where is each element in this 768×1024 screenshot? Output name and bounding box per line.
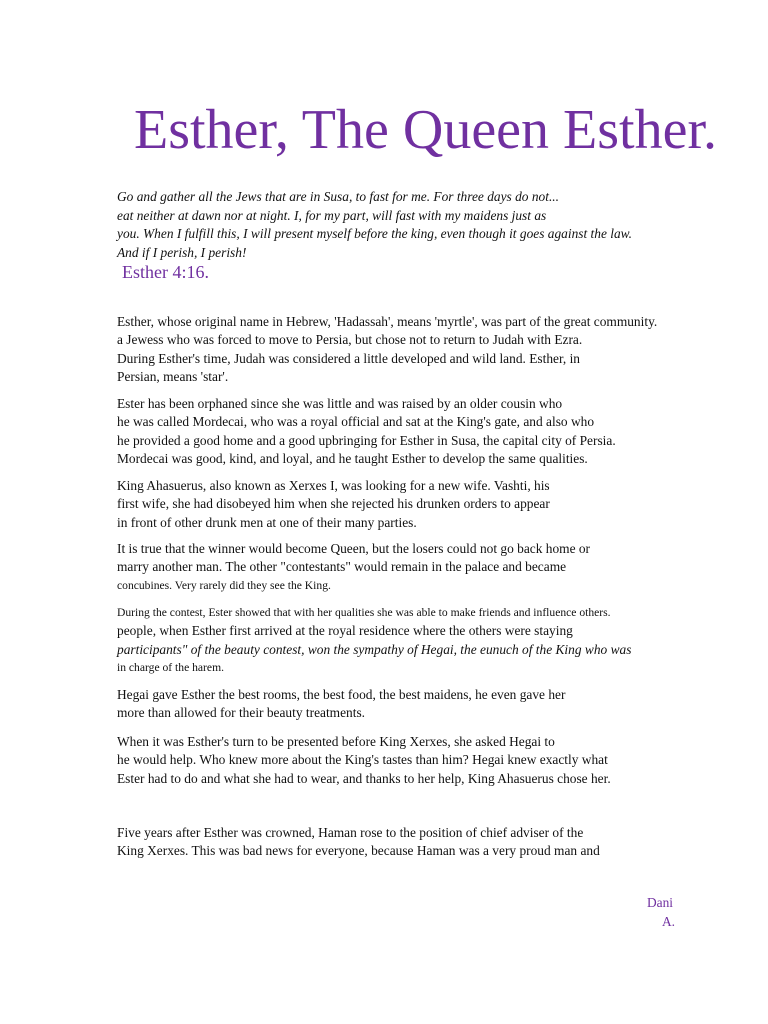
signature-line: A. <box>662 913 676 929</box>
paragraph-chosen <box>117 733 611 788</box>
quote-line: Go and gather all the Jews that are in Susa, to fast for me. For three days do not... <box>117 189 559 204</box>
paragraph-hegai-gifts <box>117 686 565 723</box>
paragraph-line: marry another man. The other "contestants" would remain in the palace and became <box>117 559 567 575</box>
paragraph-contest <box>117 540 590 595</box>
paragraph-haman <box>117 824 600 861</box>
paragraph-line: When it was Esther's turn to be presented before King Xerxes, she asked Hegai to <box>117 734 555 749</box>
paragraph-line: Five years after Esther was crowned, Haman rose to the position of chief adviser of the <box>117 825 584 840</box>
paragraph-line: people, when Esther first arrived at the royal residence where the others were staying <box>117 623 573 639</box>
paragraph-line: Persian, means 'star'. <box>117 368 229 384</box>
quote-line: you. When I fulfill this, I will present myself before the king, even though it goes against the law. <box>117 226 632 241</box>
paragraph-line: he provided a good home and a good upbringing for Esther in Susa, the capital city of Persia. <box>117 432 616 448</box>
paragraph-line: he would help. Who knew more about the King's tastes than him? Hegai knew exactly what <box>117 752 608 768</box>
paragraph-mordecai <box>117 395 616 468</box>
paragraph-line: King Ahasuerus, also known as Xerxes I, was looking for a new wife. Vashti, his <box>117 478 550 493</box>
scripture-quote <box>117 188 632 262</box>
paragraph-hegai-sympathy <box>117 604 631 677</box>
paragraph-line: a Jewess who was forced to move to Persia, but chose not to return to Judah with Ezra. <box>117 332 583 348</box>
author-signature <box>640 894 675 931</box>
paragraph-line: Hegai gave Esther the best rooms, the best food, the best maidens, he even gave her <box>117 687 566 702</box>
paragraph-line: in front of other drunk men at one of their many parties. <box>117 514 417 530</box>
paragraph-line: During the contest, Ester showed that with her qualities she was able to make friends and influence others. <box>117 606 611 619</box>
paragraph-line: Esther, whose original name in Hebrew, 'Hadassah', means 'myrtle', was part of the great community. <box>117 314 658 329</box>
paragraph-line: During Esther's time, Judah was considered a little developed and wild land. Esther, in <box>117 350 580 366</box>
paragraph-line: he was called Mordecai, who was a royal official and sat at the King's gate, and also who <box>117 414 595 430</box>
paragraph-line: Ester had to do and what she had to wear, and thanks to her help, King Ahasuerus chose her. <box>117 770 611 786</box>
paragraph-line: King Xerxes. This was bad news for everyone, because Haman was a very proud man and <box>117 843 600 859</box>
paragraph-line: Ester has been orphaned since she was little and was raised by an older cousin who <box>117 396 563 411</box>
paragraph-ahasuerus <box>117 477 550 532</box>
quote-line: And if I perish, I perish! <box>117 244 247 260</box>
paragraph-line: first wife, she had disobeyed him when she rejected his drunken orders to appear <box>117 496 550 512</box>
paragraph-line: concubines. Very rarely did they see the King. <box>117 578 331 592</box>
paragraph-line: in charge of the harem. <box>117 660 224 674</box>
paragraph-line: more than allowed for their beauty treatments. <box>117 705 366 721</box>
paragraph-line: Mordecai was good, kind, and loyal, and he taught Esther to develop the same qualities. <box>117 450 588 466</box>
page-title: Esther, The Queen Esther. <box>134 99 717 161</box>
signature-line: Dani <box>647 895 674 910</box>
quote-citation: Esther 4:16. <box>122 262 209 282</box>
paragraph-line: It is true that the winner would become Queen, but the losers could not go back home or <box>117 541 591 556</box>
paragraph-origin <box>117 313 657 386</box>
paragraph-line: participants" of the beauty contest, won the sympathy of Hegai, the eunuch of the King who was <box>117 641 632 657</box>
quote-line: eat neither at dawn nor at night. I, for my part, will fast with my maidens just as <box>117 207 547 223</box>
